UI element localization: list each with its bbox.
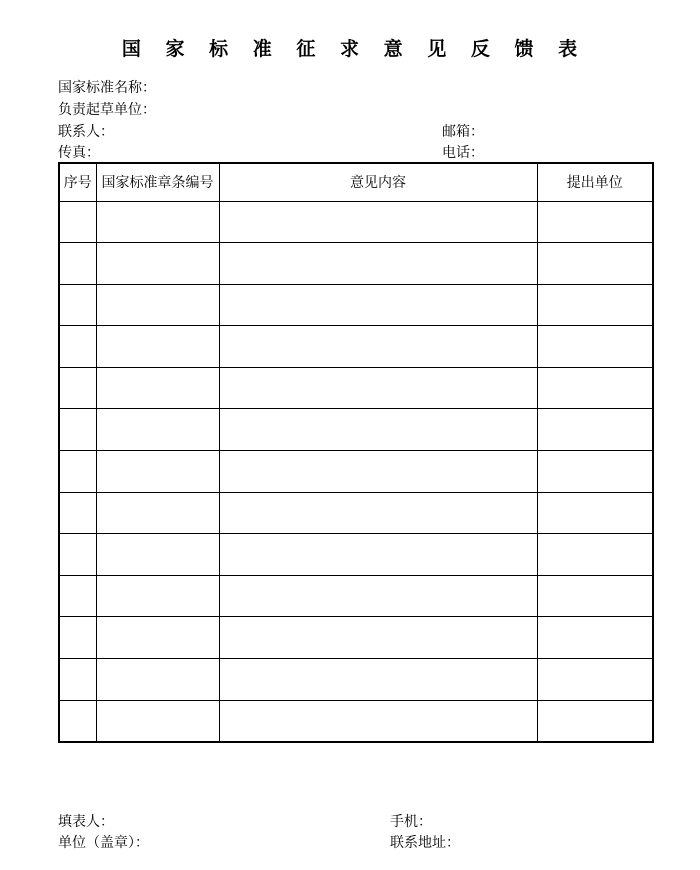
- cell-clause-number[interactable]: [96, 700, 219, 742]
- cell-submitting-unit[interactable]: [537, 700, 653, 742]
- cell-clause-number[interactable]: [96, 284, 219, 326]
- cell-comment-content[interactable]: [219, 575, 537, 617]
- table-body: [59, 201, 653, 742]
- table-row: [59, 659, 653, 701]
- cell-submitting-unit[interactable]: [537, 284, 653, 326]
- cell-serial[interactable]: [59, 367, 96, 409]
- table-row: [59, 367, 653, 409]
- unit-seal-label: 单位（盖章）：: [58, 835, 149, 851]
- table-row: [59, 575, 653, 617]
- table-row: [59, 534, 653, 576]
- cell-comment-content[interactable]: [219, 451, 537, 493]
- cell-submitting-unit[interactable]: [537, 409, 653, 451]
- table-row: [59, 617, 653, 659]
- cell-clause-number[interactable]: [96, 409, 219, 451]
- cell-serial[interactable]: [59, 700, 96, 742]
- cell-clause-number[interactable]: [96, 243, 219, 285]
- table-header-row: [59, 163, 653, 201]
- column-header-serial: 序号: [59, 163, 96, 201]
- cell-comment-content[interactable]: [219, 201, 537, 243]
- cell-submitting-unit[interactable]: [537, 492, 653, 534]
- mobile-label: 手机：: [390, 814, 432, 830]
- cell-clause-number[interactable]: [96, 451, 219, 493]
- cell-submitting-unit[interactable]: [537, 326, 653, 368]
- cell-submitting-unit[interactable]: [537, 201, 653, 243]
- cell-comment-content[interactable]: [219, 659, 537, 701]
- filler-label: 填表人：: [58, 814, 114, 830]
- table-row: [59, 201, 653, 243]
- cell-submitting-unit[interactable]: [537, 367, 653, 409]
- cell-clause-number[interactable]: [96, 617, 219, 659]
- cell-comment-content[interactable]: [219, 284, 537, 326]
- cell-comment-content[interactable]: [219, 243, 537, 285]
- cell-comment-content[interactable]: [219, 326, 537, 368]
- column-header-comment-content: 意见内容: [219, 163, 537, 201]
- cell-serial[interactable]: [59, 617, 96, 659]
- table-row: [59, 451, 653, 493]
- cell-submitting-unit[interactable]: [537, 451, 653, 493]
- table-row: [59, 326, 653, 368]
- cell-serial[interactable]: [59, 575, 96, 617]
- contact-person-label: 联系人：: [58, 124, 114, 140]
- cell-comment-content[interactable]: [219, 617, 537, 659]
- cell-clause-number[interactable]: [96, 659, 219, 701]
- column-header-clause-number: 国家标准章条编号: [96, 163, 219, 201]
- feedback-table: [58, 162, 654, 743]
- phone-label: 电话：: [442, 145, 484, 161]
- column-header-submitting-unit: 提出单位: [537, 163, 653, 201]
- cell-comment-content[interactable]: [219, 700, 537, 742]
- cell-serial[interactable]: [59, 492, 96, 534]
- table-row: [59, 409, 653, 451]
- cell-submitting-unit[interactable]: [537, 659, 653, 701]
- cell-serial[interactable]: [59, 451, 96, 493]
- cell-submitting-unit[interactable]: [537, 534, 653, 576]
- table-row: [59, 700, 653, 742]
- cell-clause-number[interactable]: [96, 575, 219, 617]
- cell-serial[interactable]: [59, 243, 96, 285]
- cell-comment-content[interactable]: [219, 367, 537, 409]
- table-row: [59, 492, 653, 534]
- cell-clause-number[interactable]: [96, 326, 219, 368]
- standard-name-label: 国家标准名称：: [58, 80, 156, 96]
- table-row: [59, 284, 653, 326]
- cell-serial[interactable]: [59, 409, 96, 451]
- cell-comment-content[interactable]: [219, 492, 537, 534]
- cell-clause-number[interactable]: [96, 201, 219, 243]
- cell-comment-content[interactable]: [219, 534, 537, 576]
- fax-label: 传真：: [58, 145, 100, 161]
- form-title: 国 家 标 准 征 求 意 见 反 馈 表: [121, 38, 587, 60]
- cell-serial[interactable]: [59, 326, 96, 368]
- cell-serial[interactable]: [59, 201, 96, 243]
- cell-clause-number[interactable]: [96, 367, 219, 409]
- cell-serial[interactable]: [59, 284, 96, 326]
- address-label: 联系地址：: [390, 835, 460, 851]
- cell-submitting-unit[interactable]: [537, 575, 653, 617]
- cell-serial[interactable]: [59, 659, 96, 701]
- drafting-unit-label: 负责起草单位：: [58, 102, 156, 118]
- table-row: [59, 243, 653, 285]
- cell-submitting-unit[interactable]: [537, 617, 653, 659]
- cell-clause-number[interactable]: [96, 492, 219, 534]
- cell-comment-content[interactable]: [219, 409, 537, 451]
- cell-serial[interactable]: [59, 534, 96, 576]
- cell-clause-number[interactable]: [96, 534, 219, 576]
- email-label: 邮箱：: [442, 124, 484, 140]
- cell-submitting-unit[interactable]: [537, 243, 653, 285]
